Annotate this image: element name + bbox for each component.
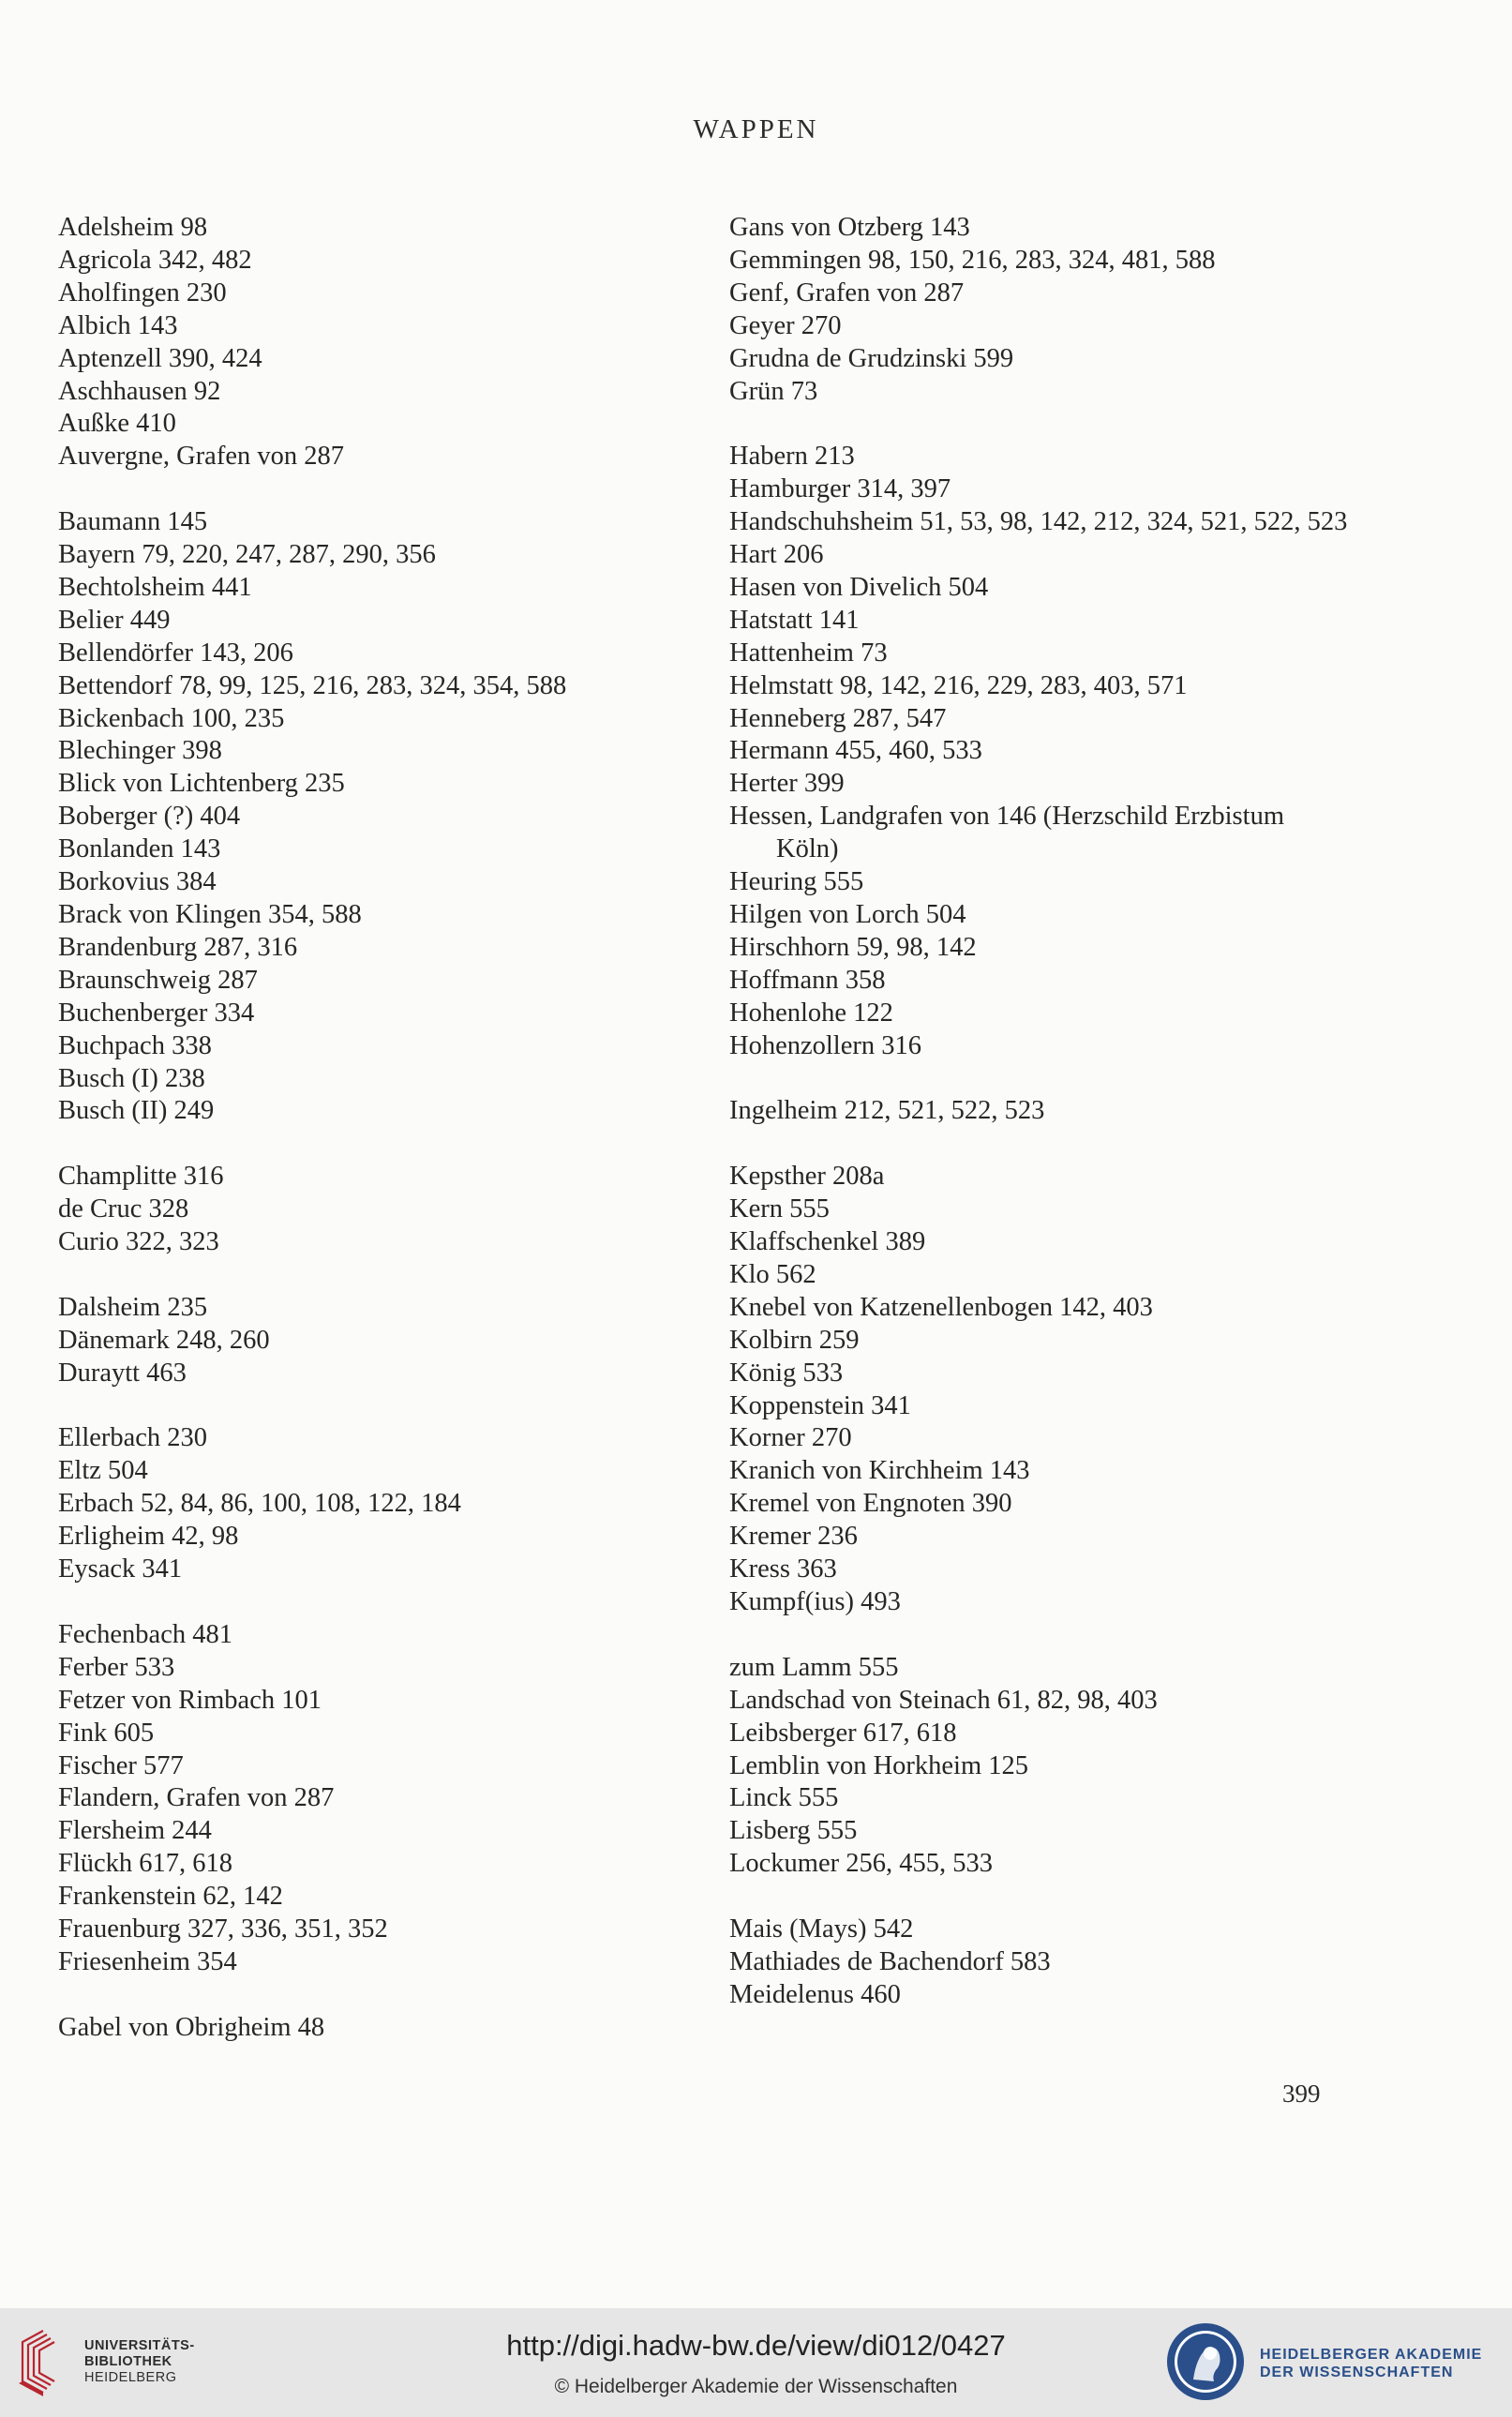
hadw-seal-icon[interactable] — [1165, 2321, 1246, 2402]
index-entry: Champlitte 316 — [58, 1162, 224, 1192]
index-entry: Gabel von Obrigheim 48 — [58, 2012, 325, 2042]
index-entry: Bonlanden 143 — [58, 834, 221, 864]
index-entry: Außke 410 — [58, 409, 176, 439]
index-entry: Henneberg 287, 547 — [729, 703, 947, 733]
index-entry: Buchpach 338 — [58, 1030, 212, 1060]
index-entry: Linck 555 — [729, 1783, 839, 1813]
index-entry: Brack von Klingen 354, 588 — [58, 900, 362, 930]
index-entry: Aholfingen 230 — [58, 278, 227, 308]
index-entry: Blick von Lichtenberg 235 — [58, 769, 345, 799]
document-url[interactable]: http://digi.hadw-bw.de/view/di012/0427 — [506, 2329, 1006, 2362]
index-entry: Eltz 504 — [58, 1456, 148, 1486]
index-entry: Hart 206 — [729, 540, 824, 570]
library-name-line1: UNIVERSITÄTS- — [84, 2338, 195, 2353]
index-entry: Knebel von Katzenellenbogen 142, 403 — [729, 1292, 1153, 1322]
index-entry: Habern 213 — [729, 442, 855, 472]
index-entry: Lemblin von Horkheim 125 — [729, 1750, 1028, 1780]
index-entry: Hermann 455, 460, 533 — [729, 736, 982, 766]
index-entry: Ferber 533 — [58, 1652, 175, 1682]
index-entry: Erligheim 42, 98 — [58, 1522, 239, 1552]
index-entry: Hamburger 314, 397 — [729, 474, 951, 504]
index-entry: Hilgen von Lorch 504 — [729, 900, 966, 930]
index-entry: Flandern, Grafen von 287 — [58, 1783, 335, 1813]
academy-name-line2: DER WISSENSCHAFTEN — [1260, 2364, 1454, 2380]
index-entry: Kremer 236 — [729, 1522, 858, 1552]
index-entry: Busch (II) 249 — [58, 1096, 215, 1126]
index-entry: Bechtolsheim 441 — [58, 572, 252, 602]
copyright-notice: © Heidelberger Akademie der Wissenschaften — [554, 2376, 958, 2397]
index-entry: Eysack 341 — [58, 1554, 183, 1584]
library-name-line2: BIBLIOTHEK — [84, 2354, 172, 2369]
index-entry: Duraytt 463 — [58, 1358, 187, 1388]
index-entry: Brandenburg 287, 316 — [58, 932, 298, 962]
index-entry: Helmstatt 98, 142, 216, 229, 283, 403, 571 — [729, 670, 1188, 700]
index-entry: Ingelheim 212, 521, 522, 523 — [729, 1096, 1045, 1126]
index-entry: Bickenbach 100, 235 — [58, 703, 285, 733]
index-entry: Bellendörfer 143, 206 — [58, 638, 293, 668]
index-entry: Baumann 145 — [58, 507, 208, 537]
index-entry: Dänemark 248, 260 — [58, 1325, 270, 1355]
index-entry: Braunschweig 287 — [58, 965, 258, 995]
index-entry: Mathiades de Bachendorf 583 — [729, 1946, 1051, 1976]
index-entry: Hasen von Divelich 504 — [729, 572, 989, 602]
academy-name[interactable] — [1260, 2346, 1482, 2381]
index-entry: Fink 605 — [58, 1718, 155, 1748]
index-entry: Agricola 342, 482 — [58, 245, 252, 275]
index-entry: Lockumer 256, 455, 533 — [729, 1849, 993, 1879]
index-entry: Bettendorf 78, 99, 125, 216, 283, 324, 354, 588 — [58, 670, 567, 700]
index-entry: Gemmingen 98, 150, 216, 283, 324, 481, 588 — [729, 245, 1216, 275]
index-column-left — [58, 212, 705, 2045]
index-entry: Genf, Grafen von 287 — [729, 278, 965, 308]
index-entry: Mais (Mays) 542 — [729, 1914, 914, 1944]
page-header: WAPPEN — [693, 114, 819, 144]
index-entry: König 533 — [729, 1358, 844, 1388]
index-entry: Auvergne, Grafen von 287 — [58, 442, 344, 472]
index-entry: zum Lamm 555 — [729, 1652, 899, 1682]
index-entry: Kern 555 — [729, 1194, 830, 1224]
index-entry: Busch (I) 238 — [58, 1063, 205, 1093]
index-entry: Fechenbach 481 — [58, 1619, 232, 1649]
index-entry: Klaffschenkel 389 — [729, 1227, 926, 1257]
index-entry: Grün 73 — [729, 376, 818, 406]
library-name-line3: HEIDELBERG — [84, 2370, 177, 2385]
index-entry: Curio 322, 323 — [58, 1227, 219, 1257]
index-entry: Friesenheim 354 — [58, 1946, 237, 1976]
index-entry: Lisberg 555 — [729, 1816, 858, 1846]
index-entry: Hattenheim 73 — [729, 638, 888, 668]
index-entry: Hoffmann 358 — [729, 965, 886, 995]
index-entry: Fischer 577 — [58, 1750, 184, 1780]
index-entry: Grudna de Grudzinski 599 — [729, 343, 1014, 373]
index-entry: Landschad von Steinach 61, 82, 98, 403 — [729, 1685, 1158, 1715]
index-entry: Koppenstein 341 — [729, 1390, 911, 1420]
index-entry: Borkovius 384 — [58, 867, 217, 897]
index-entry: Flückh 617, 618 — [58, 1849, 233, 1879]
page-number: 399 — [1282, 2079, 1321, 2108]
index-entry: Hohenzollern 316 — [729, 1030, 921, 1060]
index-entry: Heuring 555 — [729, 867, 864, 897]
index-entry: Belier 449 — [58, 605, 171, 635]
index-entry: Hirschhorn 59, 98, 142 — [729, 932, 977, 962]
index-entry: Bayern 79, 220, 247, 287, 290, 356 — [58, 540, 436, 570]
index-entry: Kress 363 — [729, 1554, 837, 1584]
index-entry: Kolbirn 259 — [729, 1325, 860, 1355]
index-entry: Adelsheim 98 — [58, 213, 208, 242]
index-entry: Geyer 270 — [729, 310, 842, 340]
index-entry: Meidelenus 460 — [729, 1979, 901, 2009]
index-entry: Gans von Otzberg 143 — [729, 213, 970, 242]
index-entry: Kremel von Engnoten 390 — [729, 1489, 1012, 1519]
index-entry: Hohenlohe 122 — [729, 998, 893, 1028]
index-entry: Hatstatt 141 — [729, 605, 860, 635]
index-entry: Buchenberger 334 — [58, 998, 255, 1028]
index-entry: de Cruc 328 — [58, 1194, 189, 1224]
index-entry: Flersheim 244 — [58, 1816, 212, 1846]
index-entry: Erbach 52, 84, 86, 100, 108, 122, 184 — [58, 1489, 461, 1519]
index-entry: Kepsther 208a — [729, 1162, 885, 1192]
index-column-right — [729, 212, 1348, 2012]
index-entry: Hessen, Landgrafen von 146 (Herzschild Erzbistum Köln) — [729, 802, 1284, 864]
index-entry: Kumpf(ius) 493 — [729, 1587, 901, 1617]
index-entry: Aschhausen 92 — [58, 376, 221, 406]
index-entry: Leibsberger 617, 618 — [729, 1718, 957, 1748]
index-entry: Korner 270 — [729, 1423, 852, 1453]
index-entry: Herter 399 — [729, 769, 845, 799]
academy-name-line1: HEIDELBERGER AKADEMIE — [1260, 2347, 1483, 2363]
index-entry: Handschuhsheim 51, 53, 98, 142, 212, 324, 521, 522, 523 — [729, 507, 1348, 537]
index-entry: Frankenstein 62, 142 — [58, 1882, 283, 1912]
index-entry: Fetzer von Rimbach 101 — [58, 1685, 322, 1715]
index-entry: Klo 562 — [729, 1259, 816, 1289]
index-entry: Frauenburg 327, 336, 351, 352 — [58, 1914, 388, 1944]
index-entry: Aptenzell 390, 424 — [58, 343, 262, 373]
footer-bar — [0, 2308, 1512, 2417]
index-entry: Kranich von Kirchheim 143 — [729, 1456, 1030, 1486]
index-entry: Albich 143 — [58, 310, 178, 340]
index-entry: Boberger (?) 404 — [58, 802, 241, 832]
index-entry: Blechinger 398 — [58, 736, 222, 766]
index-entry: Dalsheim 235 — [58, 1292, 208, 1322]
index-entry: Ellerbach 230 — [58, 1423, 208, 1453]
